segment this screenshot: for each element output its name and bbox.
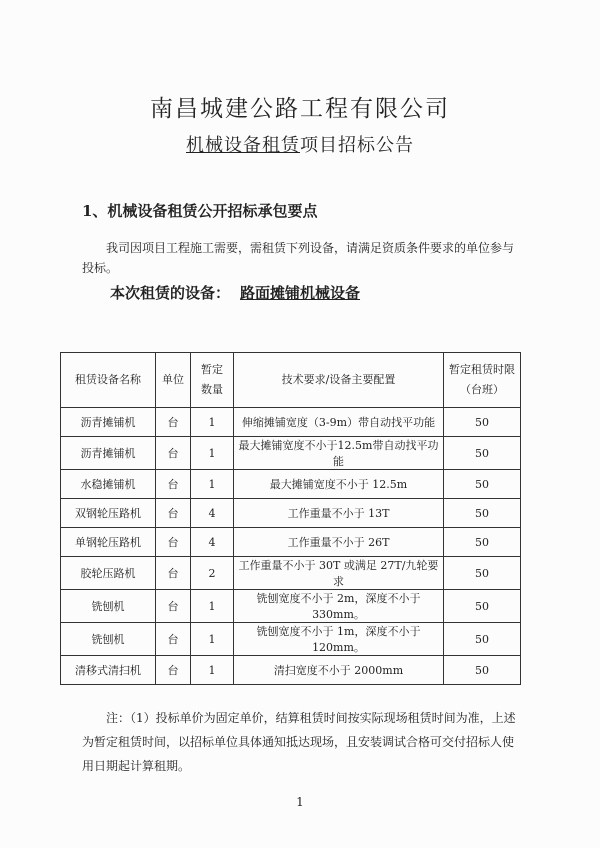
table-cell: 最大摊铺宽度不小于12.5m带自动找平功能 bbox=[234, 437, 444, 470]
table-cell: 1 bbox=[191, 656, 234, 685]
table-cell: 台 bbox=[156, 437, 191, 470]
table-row bbox=[61, 437, 521, 470]
table-header-cell bbox=[444, 353, 521, 408]
notice-title-rest: 项目招标公告 bbox=[300, 135, 414, 156]
notice-title-underlined: 机械设备租赁 bbox=[186, 135, 300, 156]
table-cell: 沥青摊铺机 bbox=[61, 408, 156, 437]
table-row bbox=[61, 590, 521, 623]
table-header-cell bbox=[156, 353, 191, 408]
table-cell: 伸缩摊铺宽度（3-9m）带自动找平功能 bbox=[234, 408, 444, 437]
intro-paragraph: 我司因项目工程施工需要，需租赁下列设备，请满足资质条件要求的单位参与投标。 bbox=[82, 241, 515, 275]
table-header-cell bbox=[234, 353, 444, 408]
table-cell: 铣刨机 bbox=[61, 623, 156, 656]
table-cell: 台 bbox=[156, 499, 191, 528]
equipment-value: 路面摊铺机械设备 bbox=[240, 284, 361, 302]
table-cell: 4 bbox=[191, 499, 234, 528]
table-cell: 双钢轮压路机 bbox=[61, 499, 156, 528]
table-row bbox=[61, 528, 521, 557]
table-row bbox=[61, 557, 521, 590]
table-cell: 50 bbox=[444, 656, 521, 685]
section-heading: 1、机械设备租赁公开招标承包要点 bbox=[82, 202, 318, 220]
equipment-line bbox=[110, 282, 366, 303]
table-cell: 台 bbox=[156, 656, 191, 685]
table-cell: 50 bbox=[444, 470, 521, 499]
table-header-cell bbox=[61, 353, 156, 408]
table-cell: 台 bbox=[156, 528, 191, 557]
table-row bbox=[61, 499, 521, 528]
header-rental-period: 暂定租赁时限（台班） bbox=[449, 363, 515, 396]
table-cell: 1 bbox=[191, 437, 234, 470]
table-cell: 4 bbox=[191, 528, 234, 557]
table-cell: 单钢轮压路机 bbox=[61, 528, 156, 557]
table-cell: 50 bbox=[444, 528, 521, 557]
table-cell: 最大摊铺宽度不小于 12.5m bbox=[234, 470, 444, 499]
table-cell: 50 bbox=[444, 499, 521, 528]
header-equipment-name: 租赁设备名称 bbox=[75, 373, 141, 386]
table-cell: 清扫宽度不小于 2000mm bbox=[234, 656, 444, 685]
header-quantity: 暂定数量 bbox=[201, 363, 223, 396]
table-cell: 50 bbox=[444, 557, 521, 590]
table-cell: 工作重量不小于 13T bbox=[234, 499, 444, 528]
page-number: 1 bbox=[296, 795, 304, 809]
table-cell: 1 bbox=[191, 408, 234, 437]
equipment-table bbox=[60, 352, 521, 685]
table-cell: 工作重量不小于 26T bbox=[234, 528, 444, 557]
header-unit: 单位 bbox=[162, 373, 184, 386]
table-header-cell bbox=[191, 353, 234, 408]
table-cell: 台 bbox=[156, 557, 191, 590]
table-cell: 50 bbox=[444, 623, 521, 656]
table-row bbox=[61, 470, 521, 499]
table-cell: 铣刨宽度不小于 2m，深度不小于 330mm。 bbox=[234, 590, 444, 623]
table-cell: 50 bbox=[444, 590, 521, 623]
table-row bbox=[61, 656, 521, 685]
table-row bbox=[61, 623, 521, 656]
table-header-row bbox=[61, 353, 521, 408]
table-cell: 清移式清扫机 bbox=[61, 656, 156, 685]
table-cell: 台 bbox=[156, 623, 191, 656]
notice-title bbox=[0, 131, 600, 157]
table-cell: 台 bbox=[156, 470, 191, 499]
table-cell: 铣刨宽度不小于 1m，深度不小于 120mm。 bbox=[234, 623, 444, 656]
equipment-label: 本次租赁的设备： bbox=[110, 284, 231, 302]
table-cell: 2 bbox=[191, 557, 234, 590]
note-paragraph: 注：（1）投标单价为固定单价，结算租赁时间按实际现场租赁时间为准，上述为暂定租赁时间，以招标单位具体通知抵达现场，且安装调试合格可交付招标人使用日期起计算租期。 bbox=[82, 711, 516, 773]
table-cell: 台 bbox=[156, 590, 191, 623]
table-cell: 胶轮压路机 bbox=[61, 557, 156, 590]
table-cell: 50 bbox=[444, 437, 521, 470]
table-cell: 沥青摊铺机 bbox=[61, 437, 156, 470]
table-cell: 1 bbox=[191, 590, 234, 623]
table-row bbox=[61, 408, 521, 437]
table-cell: 水稳摊铺机 bbox=[61, 470, 156, 499]
header-requirements: 技术要求/设备主要配置 bbox=[281, 373, 396, 386]
table-cell: 50 bbox=[444, 408, 521, 437]
table-cell: 1 bbox=[191, 470, 234, 499]
table-cell: 铣刨机 bbox=[61, 590, 156, 623]
table-cell: 台 bbox=[156, 408, 191, 437]
table-cell: 工作重量不小于 30T 或满足 27T/九轮要求 bbox=[234, 557, 444, 590]
company-title: 南昌城建公路工程有限公司 bbox=[150, 96, 450, 122]
table-cell: 1 bbox=[191, 623, 234, 656]
